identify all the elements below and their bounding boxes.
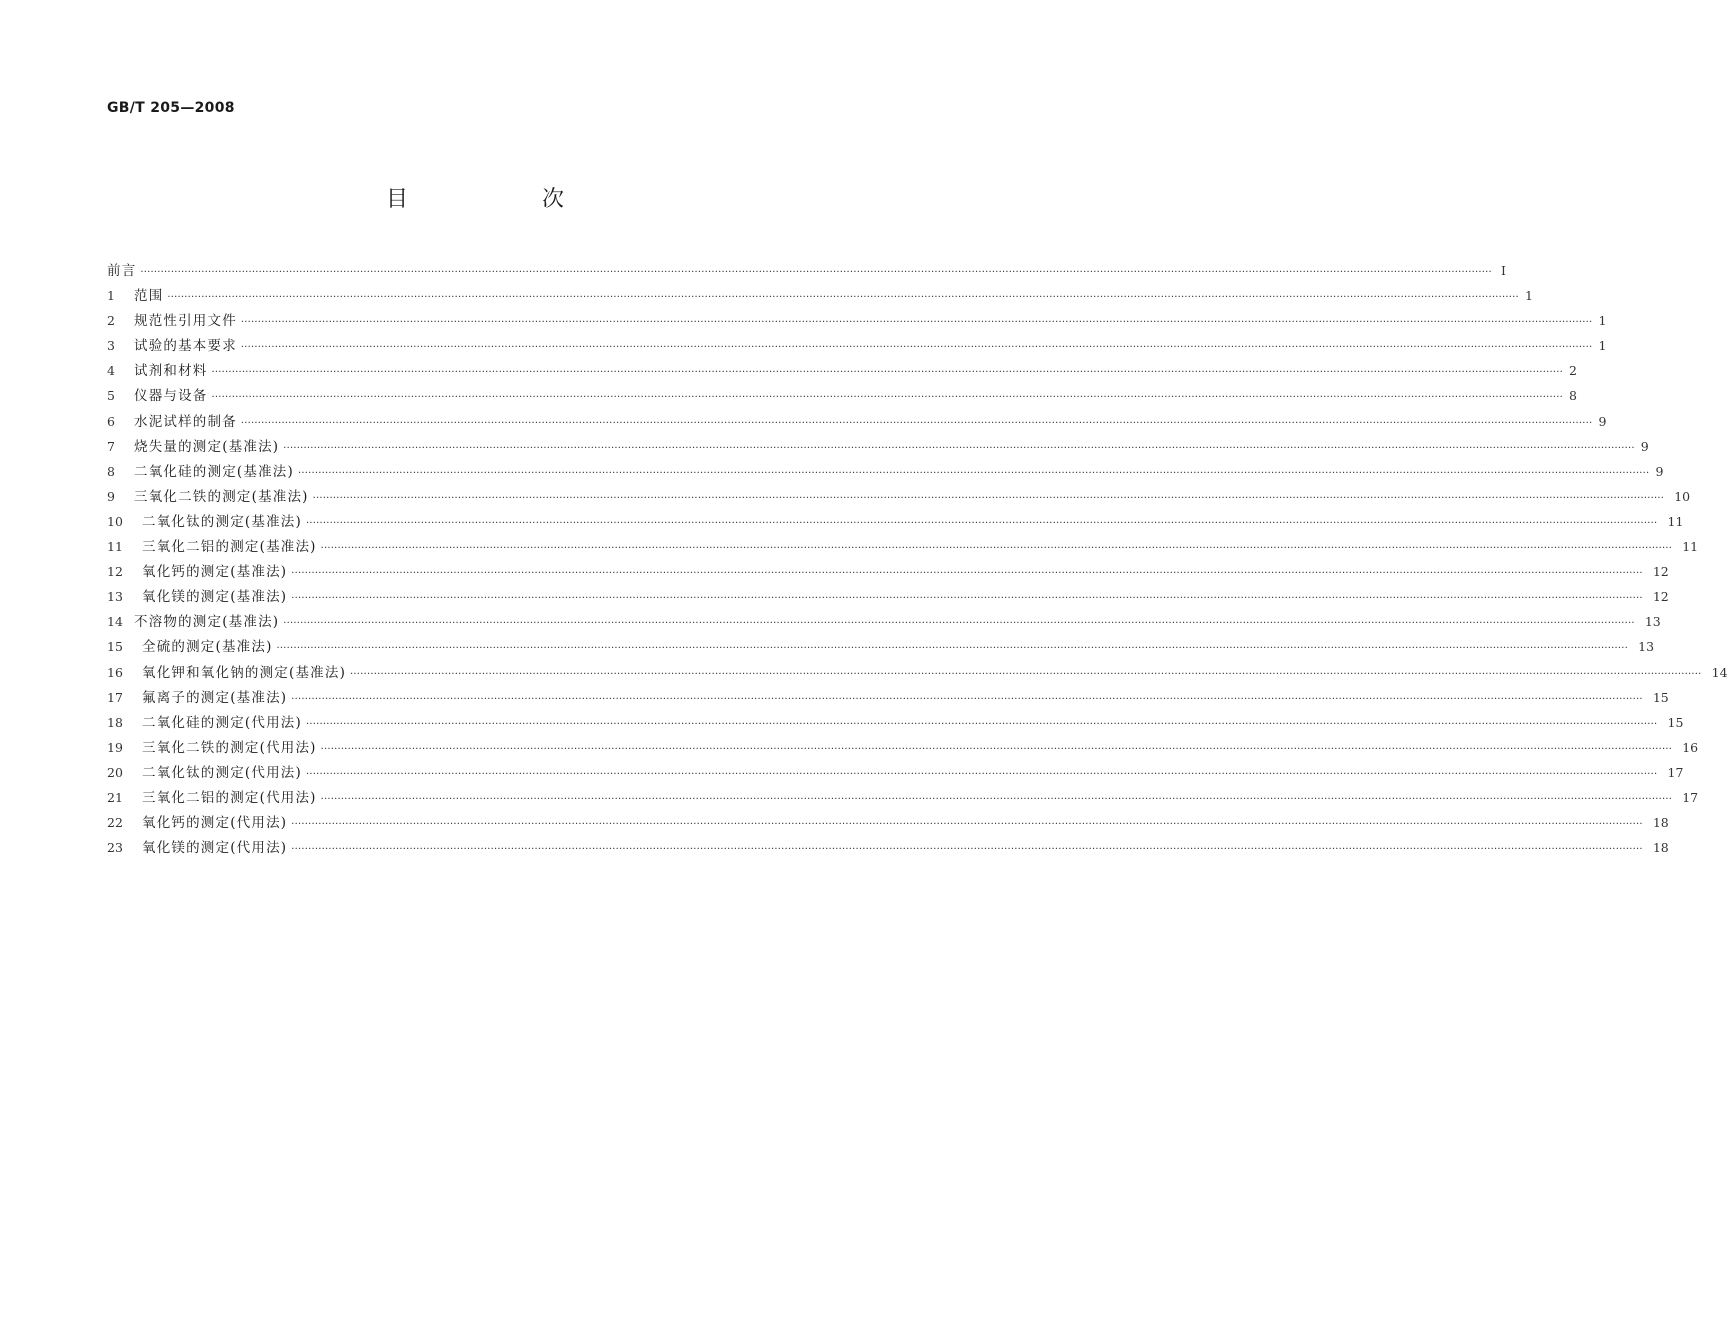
toc-entry-label: 氧化钙的测定(代用法)	[142, 815, 288, 832]
toc-entry[interactable]	[107, 638, 1655, 663]
toc-entry-page: 18	[1652, 815, 1669, 831]
toc-leader-dots: ················································································································································································································································································································································································································	[140, 267, 1492, 278]
toc-entry-label: 不溶物的测定(基准法)	[134, 614, 280, 631]
toc-entry-number: 3	[107, 338, 115, 354]
toc-entry-page: 12	[1652, 564, 1669, 580]
toc-entry-page: 11	[1667, 513, 1684, 529]
toc-leader-dots: ················································································································································································································································································································································································································	[291, 819, 1643, 831]
toc-leader-dots: ················································································································································································································································································································································································································	[320, 543, 1673, 555]
toc-leader-dots: ················································································································································································································································································································································································································	[305, 768, 1658, 780]
toc-entry[interactable]	[107, 488, 1691, 513]
toc-entry-label: 三氧化二铝的测定(代用法)	[142, 789, 317, 806]
toc-entry[interactable]	[107, 387, 1577, 412]
table-of-contents	[107, 262, 1728, 864]
toc-entry-page: 9	[1640, 438, 1649, 454]
toc-entry-label: 氧化钙的测定(基准法)	[142, 564, 288, 581]
toc-entry-page: 12	[1652, 589, 1669, 605]
toc-entry-page: 18	[1652, 840, 1669, 856]
toc-entry-page: 8	[1569, 388, 1577, 404]
toc-entry-label: 氟离子的测定(基准法)	[142, 689, 288, 706]
toc-entry-label: 全硫的测定(基准法)	[142, 639, 273, 656]
toc-entry-label: 试剂和材料	[134, 363, 208, 380]
toc-entry-label: 二氧化硅的测定(代用法)	[142, 714, 302, 731]
toc-entry-page: 1	[1524, 288, 1533, 304]
toc-entry-number: 17	[107, 689, 123, 705]
toc-entry-number: 10	[107, 513, 123, 529]
toc-entry-number: 4	[107, 363, 115, 379]
toc-entry-label: 仪器与设备	[134, 388, 208, 405]
toc-entry[interactable]	[107, 337, 1607, 362]
toc-entry-number: 5	[107, 388, 115, 404]
toc-leader-dots: ················································································································································································································································································································································································································	[291, 693, 1643, 705]
toc-entry-page: 11	[1682, 539, 1699, 555]
toc-entry-page: 14	[1711, 664, 1728, 680]
toc-leader-dots: ················································································································································································································································································································································································································	[240, 317, 1593, 329]
toc-entry-page: 13	[1644, 614, 1661, 630]
toc-entry[interactable]	[107, 613, 1661, 638]
toc-leader-dots: ················································································································································································································································································································································································································	[211, 392, 1563, 404]
toc-entry-page: 13	[1638, 639, 1655, 655]
toc-entry-number: 22	[107, 815, 123, 831]
toc-leader-dots: ················································································································································································································································································································································································································	[305, 517, 1658, 529]
toc-entry-page: 9	[1655, 463, 1664, 479]
toc-entry[interactable]	[107, 764, 1684, 789]
toc-entry-label: 前言	[107, 263, 137, 279]
toc-entry-number: 1	[107, 288, 115, 304]
toc-leader-dots: ················································································································································································································································································································································································································	[291, 593, 1643, 605]
toc-leader-dots: ················································································································································································································································································································································································································	[240, 417, 1593, 429]
toc-entry[interactable]	[107, 789, 1699, 814]
toc-entry-page: 1	[1598, 313, 1607, 329]
toc-entry-label: 氧化镁的测定(基准法)	[142, 589, 288, 606]
toc-entry-label: 三氧化二铁的测定(基准法)	[134, 488, 309, 505]
toc-entry-number: 9	[107, 488, 115, 504]
toc-leader-dots: ················································································································································································································································································································································································································	[167, 292, 1519, 304]
toc-leader-dots: ················································································································································································································································································································································································································	[211, 367, 1563, 379]
toc-leader-dots: ················································································································································································································································································································································································································	[297, 467, 1650, 479]
toc-leader-dots: ················································································································································································································································································································································································································	[276, 643, 1629, 655]
toc-entry-label: 二氧化钛的测定(代用法)	[142, 764, 302, 781]
toc-entry-label: 氧化镁的测定(代用法)	[142, 840, 288, 857]
toc-entry[interactable]	[107, 588, 1669, 613]
toc-entry-label: 氧化钾和氧化钠的测定(基准法)	[142, 664, 347, 681]
toc-entry[interactable]	[107, 463, 1664, 488]
toc-entry-page: 15	[1652, 689, 1669, 705]
toc-leader-dots: ················································································································································································································································································································································································································	[283, 618, 1635, 630]
toc-entry-label: 二氧化硅的测定(基准法)	[134, 463, 294, 480]
toc-entry[interactable]	[107, 664, 1728, 689]
toc-entry-page: 17	[1682, 789, 1699, 805]
toc-entry-number: 14	[107, 614, 123, 630]
toc-entry-page: 16	[1682, 739, 1699, 755]
toc-entry-label: 试验的基本要求	[134, 338, 237, 355]
toc-entry-label: 三氧化二铁的测定(代用法)	[142, 739, 317, 756]
toc-entry-number: 2	[107, 313, 115, 329]
toc-entry-label: 规范性引用文件	[134, 313, 237, 330]
toc-leader-dots: ················································································································································································································································································································································································································	[283, 442, 1635, 454]
toc-entry-number: 6	[107, 413, 115, 429]
toc-entry[interactable]	[107, 362, 1577, 387]
toc-leader-dots: ················································································································································································································································································································································································································	[320, 743, 1673, 755]
toc-entry-label: 范围	[134, 288, 164, 305]
toc-entry[interactable]	[107, 814, 1669, 839]
toc-entry[interactable]	[107, 689, 1669, 714]
toc-leader-dots: ················································································································································································································································································································································································································	[320, 793, 1673, 805]
toc-entry[interactable]	[107, 262, 1506, 287]
toc-entry[interactable]	[107, 538, 1699, 563]
toc-entry[interactable]	[107, 739, 1699, 764]
toc-entry-number: 11	[107, 539, 123, 555]
standard-code: GB/T 205—2008	[107, 100, 235, 116]
toc-entry-page: 17	[1667, 764, 1684, 780]
toc-entry-number: 18	[107, 714, 123, 730]
toc-entry-page: 10	[1674, 488, 1691, 504]
toc-entry-page: 15	[1667, 714, 1684, 730]
toc-entry-label: 烧失量的测定(基准法)	[134, 438, 280, 455]
toc-entry-number: 7	[107, 438, 115, 454]
toc-entry-number: 8	[107, 463, 115, 479]
toc-entry-number: 20	[107, 764, 123, 780]
toc-entry-page: 1	[1598, 338, 1607, 354]
toc-entry-number: 13	[107, 589, 123, 605]
toc-entry-number: 16	[107, 664, 123, 680]
toc-leader-dots: ················································································································································································································································································································································································································	[312, 492, 1665, 504]
toc-entry-label: 二氧化钛的测定(基准法)	[142, 513, 302, 530]
toc-leader-dots: ················································································································································································································································································································································································································	[291, 844, 1643, 856]
toc-entry-number: 19	[107, 739, 123, 755]
toc-entry-page: 9	[1598, 413, 1607, 429]
toc-entry-page: Ⅰ	[1500, 263, 1506, 278]
toc-entry-label: 三氧化二铝的测定(基准法)	[142, 539, 317, 556]
toc-entry-label: 水泥试样的制备	[134, 413, 237, 430]
toc-leader-dots: ················································································································································································································································································································································································································	[291, 568, 1643, 580]
toc-entry[interactable]	[107, 839, 1669, 864]
toc-leader-dots: ················································································································································································································································································································································································································	[305, 718, 1658, 730]
toc-entry[interactable]	[107, 513, 1684, 538]
toc-entry-number: 12	[107, 564, 123, 580]
toc-entry[interactable]	[107, 413, 1607, 438]
toc-entry[interactable]	[107, 312, 1607, 337]
toc-entry[interactable]	[107, 563, 1669, 588]
toc-entry-number: 15	[107, 639, 123, 655]
toc-entry-number: 23	[107, 840, 123, 856]
page-title: 目 次	[385, 187, 620, 212]
toc-entry[interactable]	[107, 714, 1684, 739]
toc-entry[interactable]	[107, 438, 1649, 463]
toc-entry-page: 2	[1569, 363, 1577, 379]
toc-entry-number: 21	[107, 789, 123, 805]
toc-leader-dots: ················································································································································································································································································································································································································	[240, 342, 1593, 354]
toc-entry[interactable]	[107, 287, 1533, 312]
toc-leader-dots: ················································································································································································································································································································································································································	[350, 668, 1702, 680]
